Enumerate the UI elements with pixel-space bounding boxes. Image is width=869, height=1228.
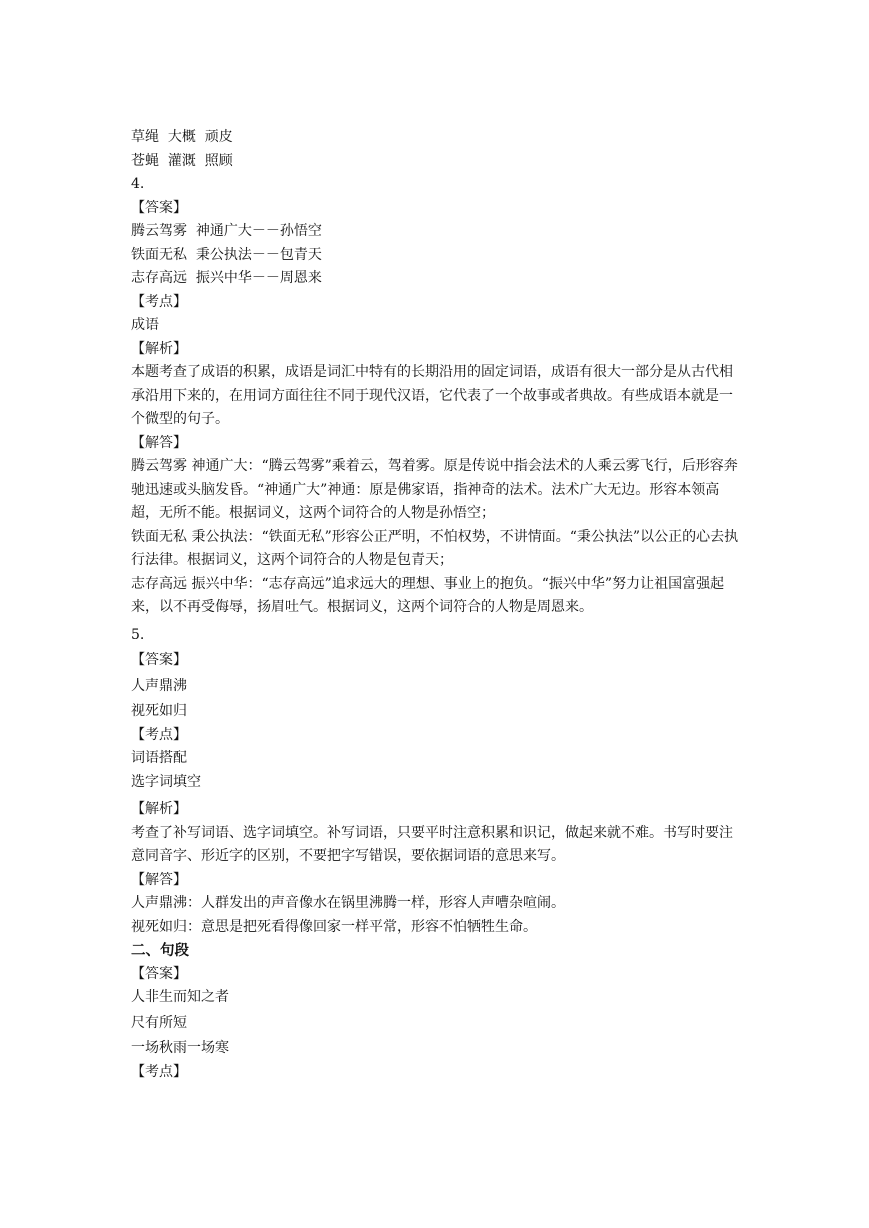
point-text: 词语搭配	[131, 750, 187, 766]
answer-line: 人非生而知之者	[131, 989, 229, 1005]
point-tag: 【考点】	[131, 726, 187, 743]
point-tag: 【考点】	[131, 293, 187, 310]
analysis-text: 考查了补写词语、选字词填空。补写词语，只要平时注意积累和识记，做起来就不难。书写时要注意同音字、形近字的区别，不要把字写错误，要依据词语的意思来写。	[131, 824, 733, 864]
answer-tag: 【答案】	[131, 652, 187, 668]
analysis-text: 本题考查了成语的积累，成语是词汇中特有的长期沿用的固定词语，成语有很大一部分是从古代相承沿用下来的，在用词方面往往不同于现代汉语，它代表了一个故事或者典故。有些成语本就是一个微型的句子。	[131, 364, 733, 427]
answer-tag: 【答案】	[131, 965, 187, 982]
answer-line: 腾云驾雾 神通广大－－孙悟空	[131, 223, 322, 239]
solution-tag: 【解答】	[131, 871, 187, 888]
solution-tag: 【解答】	[131, 434, 187, 451]
answer-tag: 【答案】	[131, 199, 187, 216]
solution-text: 铁面无私 秉公执法：“铁面无私”形容公正严明，不怕权势，不讲情面。“秉公执法”以公正的心去执行法律。根据词义，这两个词符合的人物是包青天；	[131, 528, 739, 568]
question-number-5: 5.	[131, 626, 145, 643]
solution-text: 人声鼎沸：人群发出的声音像水在锅里沸腾一样，形容人声嘈杂喧闹。	[131, 895, 565, 911]
answer-line: 铁面无私 秉公执法－－包青天	[131, 246, 322, 263]
analysis-tag: 【解析】	[131, 340, 187, 357]
answer-line: 视死如归	[131, 703, 187, 719]
question-number-4: 4.	[131, 176, 145, 192]
solution-text: 腾云驾雾 神通广大：“腾云驾雾”乘着云，驾着雾。原是传说中指会法术的人乘云雾飞行，后形容奔驰迅速或头脑发昏。“神通广大”神通：原是佛家语，指神奇的法术。法术广大无边。形容本领高超，无所不能。根据词义，这两个词符合的人物是孙悟空；	[131, 458, 738, 521]
analysis-tag: 【解析】	[131, 801, 187, 817]
point-text: 选字词填空	[131, 773, 201, 790]
solution-text: 视死如归：意思是把死看得像回家一样平常，形容不怕牺牲生命。	[131, 918, 537, 935]
answer-line: 一场秋雨一场寒	[131, 1040, 229, 1056]
solution-text: 志存高远 振兴中华：“志存高远”追求远大的理想、事业上的抱负。“振兴中华”努力让祖国富强起来，以不再受侮辱，扬眉吐气。根据词义，这两个词符合的人物是周恩来。	[131, 575, 725, 615]
document-page	[131, 126, 743, 1084]
point-text: 成语	[131, 317, 159, 333]
answer-line: 志存高远 振兴中华－－周恩来	[131, 270, 322, 286]
answer-line: 尺有所短	[131, 1014, 187, 1031]
point-tag: 【考点】	[131, 1063, 187, 1080]
word-row-2: 苍蝇 灌溉 照顾	[131, 152, 233, 169]
answer-line: 人声鼎沸	[131, 677, 187, 694]
word-row-1: 草绳 大概 顽皮	[131, 129, 233, 145]
section-heading: 二、句段	[131, 942, 189, 959]
